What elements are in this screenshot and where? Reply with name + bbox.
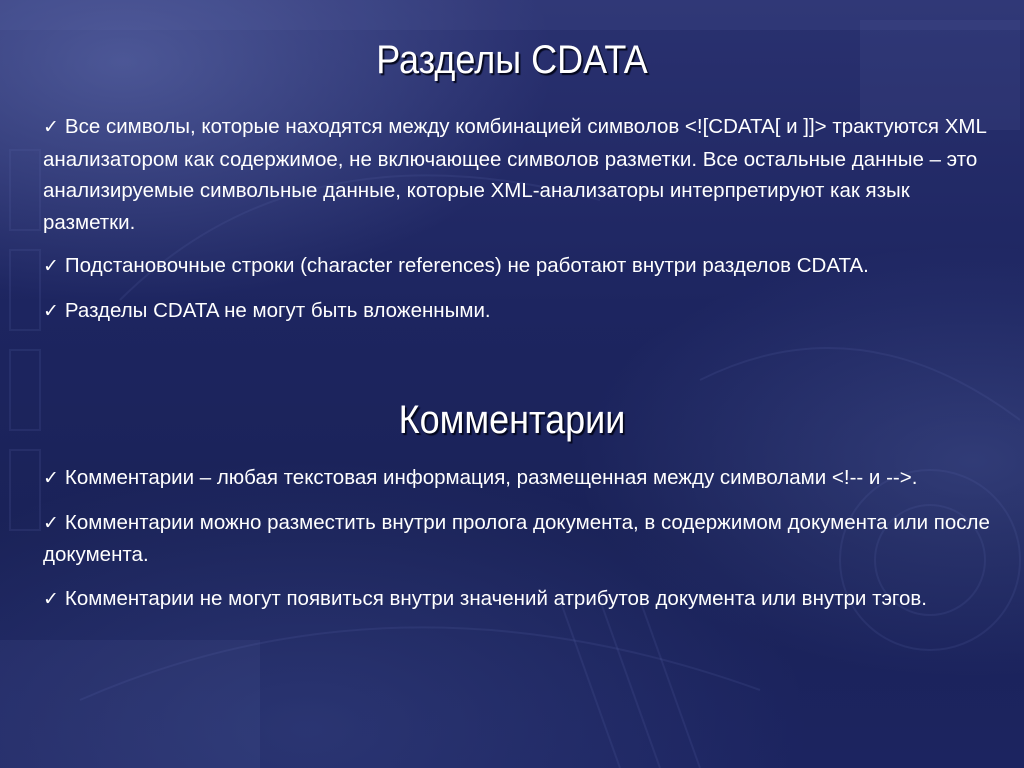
- list-item: [43, 583, 1003, 616]
- check-mark-icon: ✓: [43, 299, 59, 322]
- check-mark-icon: ✓: [43, 255, 59, 277]
- bullet-text: Комментарии не могут появиться внутри значений атрибутов документа или внутри тэгов.: [64, 586, 927, 610]
- list-item: [43, 462, 1003, 495]
- bullet-text: Комментарии можно разместить внутри пролога документа, в содержимом документа или после документа.: [43, 510, 990, 566]
- list-item: [43, 507, 1003, 571]
- list-item: [43, 250, 1003, 283]
- bullet-text: Комментарии – любая текстовая информация, размещенная между символами <!-- и -->.: [64, 466, 918, 489]
- bullet-text: Все символы, которые находятся между комбинацией символов <![CDATA[ и ]]> трактуются XML анализатором как содержимое, не включающее символов разметки. Все остальные данные – это анализируемые символьные данные, которые XML-анализаторы интерпретируют как язык разметки.: [43, 115, 987, 234]
- cdata-bullet-list: [43, 111, 1003, 339]
- comments-bullet-list: [43, 462, 1003, 627]
- bullet-text: Подстановочные строки (character references) не работают внутри разделов CDATA.: [64, 254, 869, 277]
- check-mark-icon: ✓: [43, 467, 59, 489]
- section-title-cdata: Разделы CDATA: [376, 38, 648, 82]
- section-title-comments: Комментарии: [398, 398, 626, 442]
- check-mark-icon: ✓: [43, 116, 59, 138]
- check-mark-icon: ✓: [43, 587, 59, 610]
- list-item: [43, 111, 1003, 238]
- bullet-text: Разделы CDATA не могут быть вложенными.: [64, 298, 491, 322]
- check-mark-icon: ✓: [43, 511, 59, 534]
- list-item: [43, 295, 1003, 328]
